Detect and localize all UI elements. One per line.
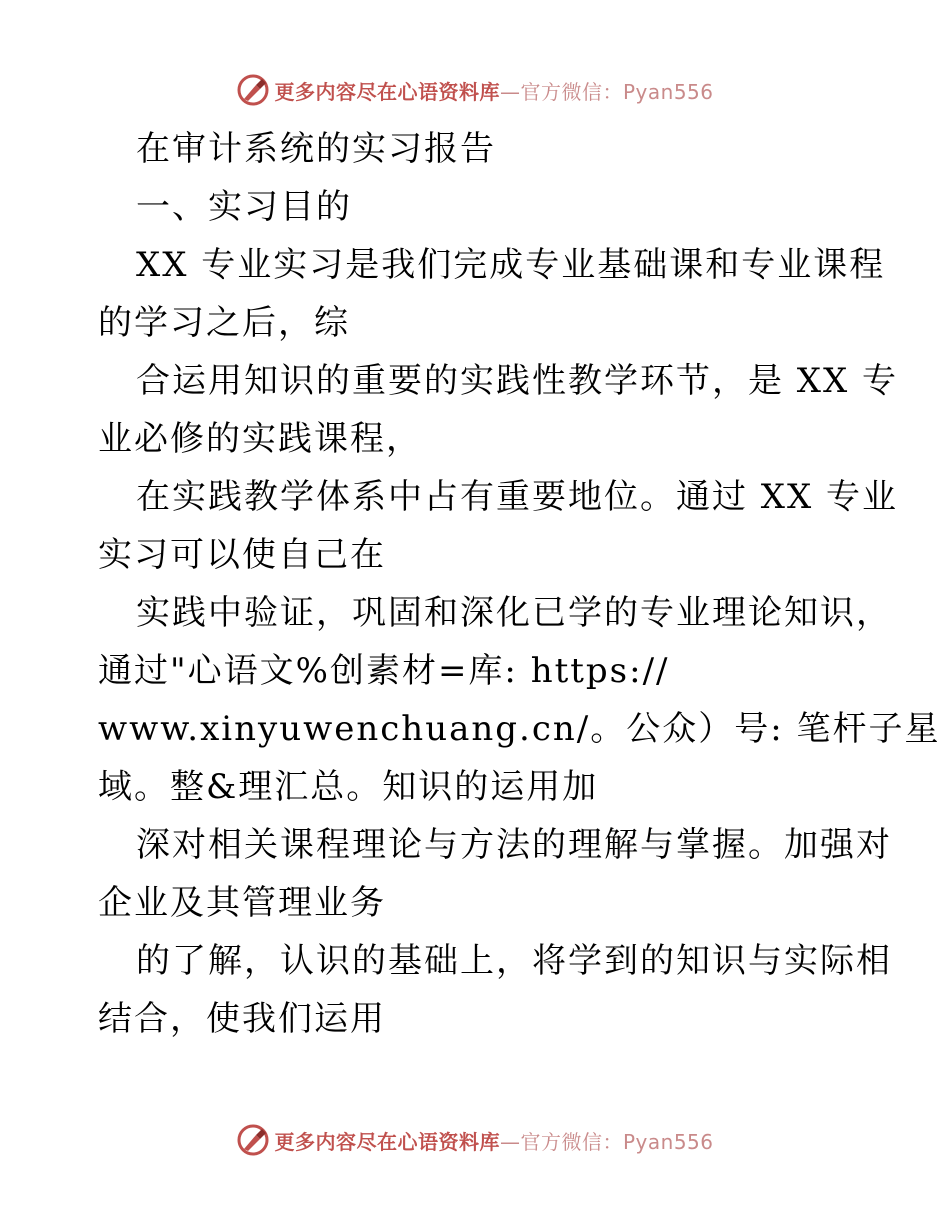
paragraph-line: www.xinyuwenchuang.cn/。公众）号: 笔杆子星 [98, 709, 941, 749]
paragraph-line: 合运用知识的重要的实践性教学环节，是 XX 专 [136, 361, 899, 401]
document-title: 在审计系统的实习报告 [136, 129, 496, 169]
footer-watermark-banner [0, 1120, 950, 1160]
banner-wechat-id: Pyan556 [622, 79, 714, 104]
banner-dash: — [499, 79, 521, 104]
paragraph-line: 深对相关课程理论与方法的理解与掌握。加强对 [136, 825, 892, 865]
paragraph-line: 的了解，认识的基础上，将学到的知识与实际相 [136, 941, 892, 981]
paragraph-line: 通过"心语文%创素材=库: https:// [98, 651, 670, 691]
footer-banner-text [274, 1126, 713, 1155]
banner-dash: — [499, 1129, 521, 1154]
pen-nib-logo-icon [236, 73, 270, 107]
paragraph-line: 实习可以使自己在 [98, 535, 386, 575]
document-body [98, 120, 941, 1048]
paragraph-line: 在实践教学体系中占有重要地位。通过 XX 专业 [136, 477, 899, 517]
paragraph-line: XX 专业实习是我们完成专业基础课和专业课程 [136, 245, 886, 285]
paragraph-line: 的学习之后，综 [98, 303, 350, 343]
banner-wechat-label: 官方微信： [520, 1129, 623, 1154]
banner-wechat-label: 官方微信： [520, 79, 623, 104]
paragraph-line: 域。整&理汇总。知识的运用加 [98, 767, 599, 807]
paragraph-line: 实践中验证，巩固和深化已学的专业理论知识， [136, 593, 892, 633]
banner-brand-text: 更多内容尽在心语资料库 [274, 1129, 500, 1154]
paragraph-line: 结合，使我们运用 [98, 999, 386, 1039]
banner-brand-text: 更多内容尽在心语资料库 [274, 79, 500, 104]
paragraph-line: 业必修的实践课程， [98, 419, 422, 459]
header-banner-text [274, 76, 713, 105]
header-watermark-banner [0, 70, 950, 110]
banner-wechat-id: Pyan556 [622, 1129, 714, 1154]
section-heading: 一、实习目的 [136, 187, 352, 227]
paragraph-line: 企业及其管理业务 [98, 883, 386, 923]
pen-nib-logo-icon [236, 1123, 270, 1157]
